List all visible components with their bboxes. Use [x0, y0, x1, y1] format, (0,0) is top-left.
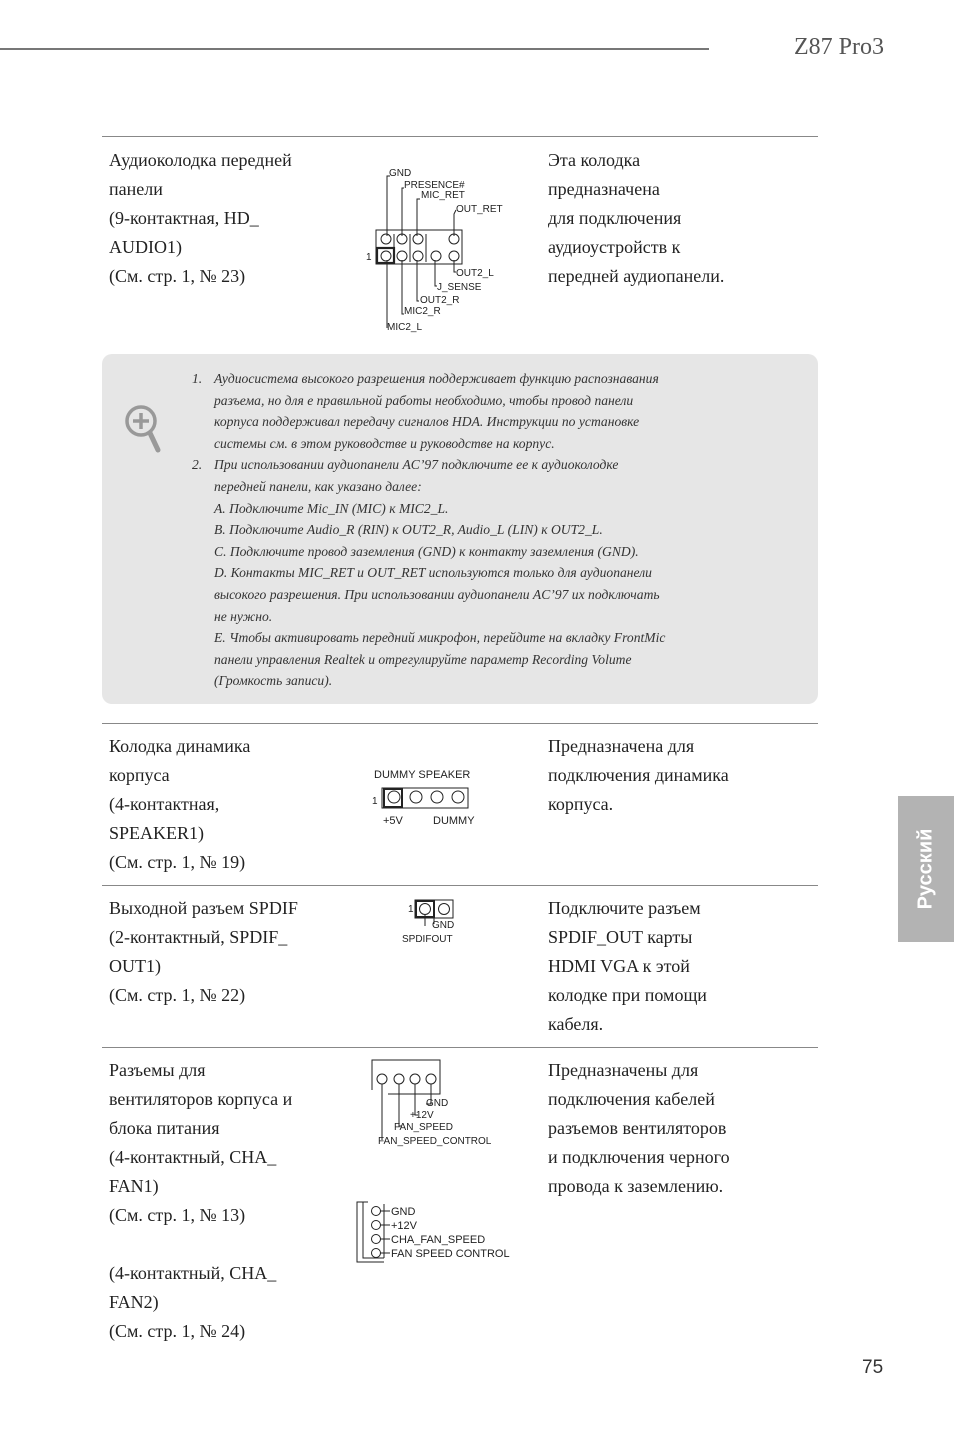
- spdif-pinout-diagram: [398, 896, 468, 948]
- note-line: системы см. в этом руководстве и руководстве на корпус.: [214, 435, 555, 451]
- fan1-12v-label: +12V: [410, 1110, 434, 1121]
- text-line: аудиоустройств к: [548, 237, 681, 257]
- page-number: 75: [862, 1357, 884, 1378]
- note-line: B. Подключите Audio_R (RIN) к OUT2_R, Audio_L (LIN) к OUT2_L.: [214, 522, 603, 538]
- speaker-dummy-label: DUMMY: [433, 815, 475, 827]
- note-item: [192, 368, 762, 454]
- document-title: Z87 Pro3: [794, 34, 884, 60]
- text-line: (4-контактный, CHA_: [109, 1263, 277, 1283]
- note-line: панели управления Realtek и отрегулируйте параметр Recording Volume: [214, 651, 632, 667]
- text-line: [109, 1230, 349, 1259]
- note-line: При использовании аудиопанели AC’97 подключите ее к аудиоколодке: [214, 457, 619, 473]
- pin-one-label: 1: [408, 904, 414, 915]
- text-line: подключения динамика: [548, 765, 729, 785]
- pin-one-label: 1: [366, 252, 372, 263]
- text-line: AUDIO1): [109, 237, 182, 257]
- text-line: для подключения: [548, 208, 682, 228]
- fan1-speed-label: FAN_SPEED: [394, 1122, 453, 1133]
- text-line: SPDIF_OUT карты: [548, 927, 693, 947]
- text-line: (2-контактный, SPDIF_: [109, 927, 288, 947]
- section-divider: [102, 885, 818, 886]
- text-line: Подключите разъем: [548, 898, 701, 918]
- text-line: разъемов вентиляторов: [548, 1118, 727, 1138]
- spdif-gnd-label: GND: [432, 920, 455, 931]
- text-line: колодке при помощи: [548, 985, 707, 1005]
- spdif-description: [109, 894, 349, 1010]
- text-line: Аудиоколодка передней: [109, 150, 292, 170]
- note-list: [192, 368, 762, 692]
- text-line: и подключения черного: [548, 1147, 730, 1167]
- text-line: HDMI VGA к этой: [548, 956, 690, 976]
- text-line: блока питания: [109, 1118, 220, 1138]
- fans-purpose: [548, 1056, 798, 1201]
- cha-fan1-pinout-diagram: [370, 1058, 500, 1150]
- pin-label-mic2-l: MIC2_L: [387, 322, 423, 333]
- pin-label-mic2-r: MIC2_R: [404, 306, 441, 317]
- text-line: FAN2): [109, 1292, 159, 1312]
- hd-audio-description: [109, 146, 349, 291]
- note-line: E. Чтобы активировать передний микрофон, перейдите на вкладку FrontMic: [214, 630, 666, 646]
- text-line: корпуса: [109, 765, 170, 785]
- text-line: (См. стр. 1, № 24): [109, 1321, 246, 1341]
- note-number: 1.: [192, 371, 203, 386]
- note-line: Аудиосистема высокого разрешения поддерживает функцию распознавания: [214, 371, 659, 386]
- text-line: предназначена: [548, 179, 660, 199]
- note-line: (Громкость записи).: [214, 673, 333, 689]
- section-divider: [102, 723, 818, 724]
- text-line: (См. стр. 1, № 13): [109, 1205, 246, 1225]
- language-tab: [898, 796, 954, 942]
- pin-label-out-ret: OUT_RET: [456, 204, 503, 215]
- pin-label-presence: PRESENCE#: [404, 180, 465, 191]
- text-line: Предназначена для: [548, 736, 695, 756]
- pin-label-j-sense: J_SENSE: [437, 282, 482, 293]
- text-line: Разъемы для: [109, 1060, 206, 1080]
- text-line: (4-контактная,: [109, 794, 220, 814]
- pin-label-out2-r: OUT2_R: [420, 295, 460, 306]
- note-number: 2.: [192, 457, 203, 473]
- speaker-plus5v-label: +5V: [383, 815, 403, 827]
- text-line: SPEAKER1): [109, 823, 205, 843]
- speaker-pinout-diagram: [368, 764, 498, 828]
- spdif-purpose: [548, 894, 798, 1039]
- fan2-speed-control-label: FAN SPEED CONTROL: [391, 1248, 510, 1260]
- fan2-12v-label: +12V: [391, 1220, 417, 1232]
- text-line: подключения кабелей: [548, 1089, 715, 1109]
- fan2-gnd-label: GND: [391, 1206, 416, 1218]
- section-divider: [102, 136, 818, 137]
- note-line: C. Подключите провод заземления (GND) к контакту заземления (GND).: [214, 543, 639, 559]
- fans-description: [109, 1056, 349, 1346]
- text-line: (См. стр. 1, № 19): [109, 852, 246, 872]
- text-line: OUT1): [109, 956, 161, 976]
- text-line: Эта колодка: [548, 150, 641, 170]
- text-line: провода к заземлению.: [548, 1176, 724, 1196]
- section-divider: [102, 1047, 818, 1048]
- text-line: (9-контактная, HD_: [109, 208, 259, 228]
- note-line: высокого разрешения. При использовании аудиопанели AC’97 их подключать: [214, 586, 660, 602]
- note-item: [192, 454, 762, 692]
- text-line: (См. стр. 1, № 22): [109, 985, 246, 1005]
- note-line: разъема, но для е правильной работы необходимо, чтобы провод панели: [214, 392, 634, 408]
- text-line: передней аудиопанели.: [548, 266, 725, 286]
- note-line: не нужно.: [214, 608, 273, 624]
- hd-audio-purpose: [548, 146, 798, 291]
- cha-fan2-pinout-diagram: [352, 1198, 522, 1264]
- speaker-purpose: [548, 732, 798, 819]
- speaker-top-label: DUMMY SPEAKER: [374, 769, 471, 781]
- note-line: A. Подключите Mic_IN (MIC) к MIC2_L.: [214, 500, 449, 516]
- language-tab-label: Русский: [914, 828, 937, 910]
- text-line: панели: [109, 179, 163, 199]
- pin-label-mic-ret: MIC_RET: [421, 190, 465, 201]
- pin-one-label: 1: [372, 796, 378, 807]
- note-line: передней панели, как указано далее:: [214, 478, 422, 494]
- header-rule: [0, 48, 709, 50]
- text-line: (4-контактный, CHA_: [109, 1147, 277, 1167]
- hd-audio-pinout-diagram: [362, 162, 512, 337]
- text-line: Выходной разъем SPDIF: [109, 898, 298, 918]
- text-line: FAN1): [109, 1176, 159, 1196]
- text-line: (См. стр. 1, № 23): [109, 266, 246, 286]
- text-line: вентиляторов корпуса и: [109, 1089, 293, 1109]
- spdif-out-label: SPDIFOUT: [402, 934, 453, 945]
- pin-label-gnd: GND: [389, 168, 412, 179]
- text-line: кабеля.: [548, 1014, 604, 1034]
- text-line: Предназначены для: [548, 1060, 699, 1080]
- fan1-speed-control-label: FAN_SPEED_CONTROL: [378, 1136, 492, 1147]
- speaker-description: [109, 732, 349, 877]
- magnifier-plus-icon: [122, 402, 166, 454]
- fan1-gnd-label: GND: [426, 1098, 449, 1109]
- text-line: Колодка динамика: [109, 736, 251, 756]
- fan2-speed-label: CHA_FAN_SPEED: [391, 1234, 486, 1246]
- text-line: корпуса.: [548, 794, 614, 814]
- pin-label-out2-l: OUT2_L: [456, 268, 494, 279]
- note-line: D. Контакты MIC_RET и OUT_RET используются только для аудиопанели: [214, 565, 652, 581]
- note-line: корпуса поддерживал передачу сигналов HDA. Инструкции по установке: [214, 414, 640, 430]
